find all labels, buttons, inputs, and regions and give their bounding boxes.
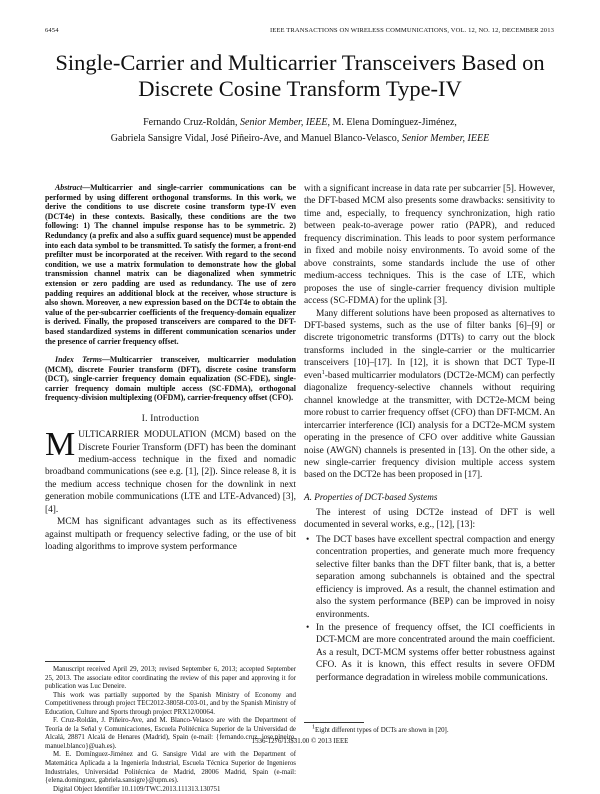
subsection-heading: A. Properties of DCT-based Systems <box>304 491 438 502</box>
paragraph: with a significant increase in data rate per subcarrier [5]. However, the DFT-based MCM also presents some drawbacks: sensitivity to time and, especially, to frequency synchronization, high ratio between peak-to-average power ratio (PAPR), and reduced frequency discrimination. This leads to poor system performance in fixed and mobile noisy environments. To avoid some of the above constraints, some standards include the use of other medium-access techniques. This is the case of LTE, which proposes the use of single-carrier frequency division multiple access (SC-FDMA) for the uplink [3]. <box>304 184 555 307</box>
paragraph-text: -based multicarrier modulators (DCT2e-MCM) can perfectly diagonalize frequency-selective channels without requiring channel knowledge at the transmitter, with DCT2e-MCM being more robust to carrier frequency offset (CFO) than DFT-MCM. An intercarrier interference (ICI) analysis for a DCT2e-MCM system operating in the presence of CFO over additive white Gaussian noise (AWGN) channels is presented in [13]. On the other side, a new single-carrier frequency division multiple access system based on the DCT2e has been proposed in [17]. <box>304 370 555 481</box>
right-column <box>304 183 555 685</box>
intro-paragraph-1 <box>45 426 296 516</box>
author-line-2 <box>48 131 552 147</box>
intro-paragraph-2: MCM has significant advantages such as its effectiveness against multipath or frequency selective fading, or the use of bit loading algorithms to improve system performance <box>45 517 296 553</box>
footnote-mark: 1 <box>321 369 325 376</box>
footnote <box>304 724 555 736</box>
index-terms-text: —Multicarrier transceiver, multicarrier modulation (MCM), discrete Fourier transform (DFT), discrete cosine transform (DCT), single-carrier frequency domain equalization (SC-FDE), single-carrier frequency domain multiple access (SC-FDMA), orthogonal frequency-division multiplexing (OFDM), carrier-frequency offset (CFO). <box>45 355 296 403</box>
paragraph <box>304 308 555 482</box>
author-names: Fernando Cruz-Roldán, <box>143 117 241 128</box>
paragraph: The interest of using DCT2e instead of DFT is well documented in several works, e.g., [12], [13]: <box>304 507 555 531</box>
footnote-mark: 1 <box>312 724 315 731</box>
author-line-1 <box>48 115 552 131</box>
index-terms-label: Index Terms <box>55 355 102 365</box>
abstract-label: Abstract <box>55 183 83 192</box>
page-number: 6454 <box>45 27 59 34</box>
membership: Senior Member, IEEE, <box>240 117 330 128</box>
paper-title: Single-Carrier and Multicarrier Transceivers Based on Discrete Cosine Transform Type-IV <box>55 50 545 101</box>
section-heading: I. Introduction <box>141 413 200 424</box>
left-footnotes <box>45 655 296 794</box>
journal-header: IEEE TRANSACTIONS ON WIRELESS COMMUNICATIONS, VOL. 12, NO. 12, DECEMBER 2013 <box>270 27 554 34</box>
paragraph-text: Many different solutions have been proposed as alternatives to DFT-based systems, such as the use of filter banks [6]–[9] or discrete trigonometric transforms (DTTs) to carry out the block transforms included in the single-carrier or the multicarrier transceivers [10]–[17]. In [12], it is shown that DCT Type-II even <box>304 308 555 381</box>
author-names: Gabriela Sansigre Vidal, José Piñeiro-Ave, and Manuel Blanco-Velasco, <box>110 132 402 144</box>
doi: Digital Object Identifier 10.1109/TWC.2013.111313.130751 <box>53 785 221 793</box>
author-names: M. Elena Domínguez-Jiménez, <box>330 117 457 128</box>
footnote-rule <box>45 661 105 662</box>
footnote-rule <box>304 722 364 723</box>
abstract-text: —Multicarrier and single-carrier communications can be performed by using different orthogonal transforms. In this work, we derive the conditions to use discrete cosine transform type-IV even (DCT4e) in these contexts. Basically, these conditions are the two following: 1) The channel impulse response has to be symmetric. 2) Redundancy (a prefix and also a suffix guard sequence) must be appended into each data symbol to be transmitted. To satisfy the former, a front-end prefilter must be incorporated at the receiver. With regard to the second condition, we use a matrix formulation to demonstrate how the global transmission channel matrix can be diagonalized when symmetric extension or zero padding are used as redundancy. The use of zero padding requires an additional block at the receiver, whose structure is also shown. Moreover, a new expression based on the DCT4e to obtain the value of the per-subcarrier coefficients of the frequency-domain equalizer is derived. Finally, the proposed transceivers are compared to the DFT-based standardized systems in different communication scenarios under the presence of carrier frequency offset. <box>45 183 296 346</box>
footnote: Manuscript received April 29, 2013; revised September 6, 2013; accepted September 25, 2013. The associate editor coordinating the review of this paper and approving it for publication was Luc Deneire. <box>45 666 296 691</box>
copyright: 1536-1276/13$31.00 © 2013 IEEE <box>251 738 349 745</box>
membership: Senior Member, IEEE <box>401 132 490 144</box>
abstract <box>45 183 296 346</box>
index-terms <box>45 355 296 403</box>
bullet-item: • In the presence of frequency offset, the ICI coefficients in DCT-MCM are more concentrated around the main coefficient. As a result, DCT-MCM systems offer better robustness against CFO. As it is known, this effect results in severe OFDM performance degradation in wireless mobile communications. <box>304 622 555 684</box>
right-footnote <box>304 716 555 736</box>
footnote-text: Eight different types of DCTs are shown in [20]. <box>315 727 449 734</box>
bullet-item: • The DCT bases have excellent spectral compaction and energy concentration properties, and generate much more frequency selective filter banks than the DFT filter bank, that is, a better separation among subchannels is obtained and the spectral efficiency is improved. As a result, the channel estimation and also the system performance (BEP) can be improved in noisy environments. <box>304 534 555 621</box>
footnote: F. Cruz-Roldán, J. Piñeiro-Ave, and M. Blanco-Velasco are with the Department of Teoría de la Señal y Comunicaciones, Escuela Politécnica Superior de la Universidad de Alcalá, 28871 Alcalá de Henares (Madrid), Spain (e-mail: {fernando.cruz, jose.pineiro, manuel.blanco}@uah.es). <box>45 717 296 750</box>
footnote: M. E. Domínguez-Jiménez and G. Sansigre Vidal are with the Department of Matemática Aplicada a la Ingeniería Industrial, Escuela Técnica Superior de Ingenieros Industriales, Universidad Politécnica de Madrid, 28006 Madrid, Spain (e-mail: {elena.dominguez, gabriela.sansigre}@upm.es). <box>45 751 296 785</box>
author-list <box>48 115 552 146</box>
intro-text: ULTICARRIER MODULATION (MCM) based on the Discrete Fourier Transform (DFT) has been the dominant medium-access technique in the fixed and nomadic broadband communications (see e.g. [1], [2]). Since release 8, it is the medium access technique chosen for the downlink in next generation mobile communications (LTE and LTE-Advanced) [3], [4]. <box>45 430 296 515</box>
drop-cap: M <box>45 426 76 464</box>
bullet-list <box>304 534 555 684</box>
left-column <box>45 183 296 554</box>
footnote: This work was partially supported by the Spanish Ministry of Economy and Competitiveness through project TEC2012-38058-C03-01, and by the Spanish Ministry of Education, Culture and Sports through project PRX12/00064. <box>45 691 296 716</box>
